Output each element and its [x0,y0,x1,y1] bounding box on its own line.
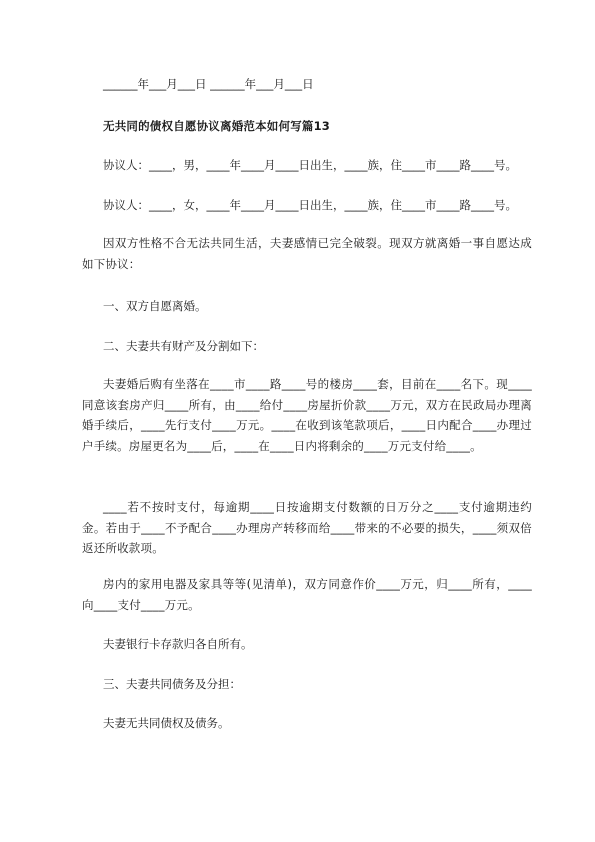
party-two-line: 协议人：____，女，____年____月____日出生，____族，住____市____路____号。 [103,198,517,212]
clause-two-heading: 二、夫妻共有财产及分割如下： [103,339,264,353]
document-title: 无共同的债权自愿协议离婚范本如何写篇13 [103,119,331,133]
clause-three-heading: 三、夫妻共同债务及分担： [103,677,241,691]
clause-one: 一、双方自愿离婚。 [103,299,207,313]
house-paragraph: 夫妻婚后购有坐落在____市____路____号的楼房____套，目前在____名下。现____同意该套房产归____所有，由____给付____房屋折价款____万元，双方在民政局办理离婚手续后，____先行支付____万元。____在收到该笔款项后，____日内配合____办理过户手续。房屋更名为____后，____在____日内将剩余的____万元支付给____。 [82,377,532,453]
penalty-paragraph: ____若不按时支付，每逾期____日按逾期支付数额的日万分之____支付逾期违约金。若由于____不予配合____办理房产转移而给____带来的不必要的损失，____须双倍返还所收款项。 [82,500,532,555]
bank-deposit-line: 夫妻银行卡存款归各自所有。 [103,637,253,651]
party-one-line: 协议人：____，男，____年____月____日出生，____族，住____市____路____号。 [103,158,517,172]
no-debt-line: 夫妻无共同债权及债务。 [103,716,230,730]
intro-paragraph: 因双方性格不合无法共同生活，夫妻感情已完全破裂。现双方就离婚一事自愿达成如下协议： [82,236,532,271]
appliances-paragraph: 房内的家用电器及家具等等(见清单)，双方同意作价____万元，归____所有，____向____支付____万元。 [82,577,532,612]
date-line: ______年___月___日 ______年___月___日 [103,77,314,91]
